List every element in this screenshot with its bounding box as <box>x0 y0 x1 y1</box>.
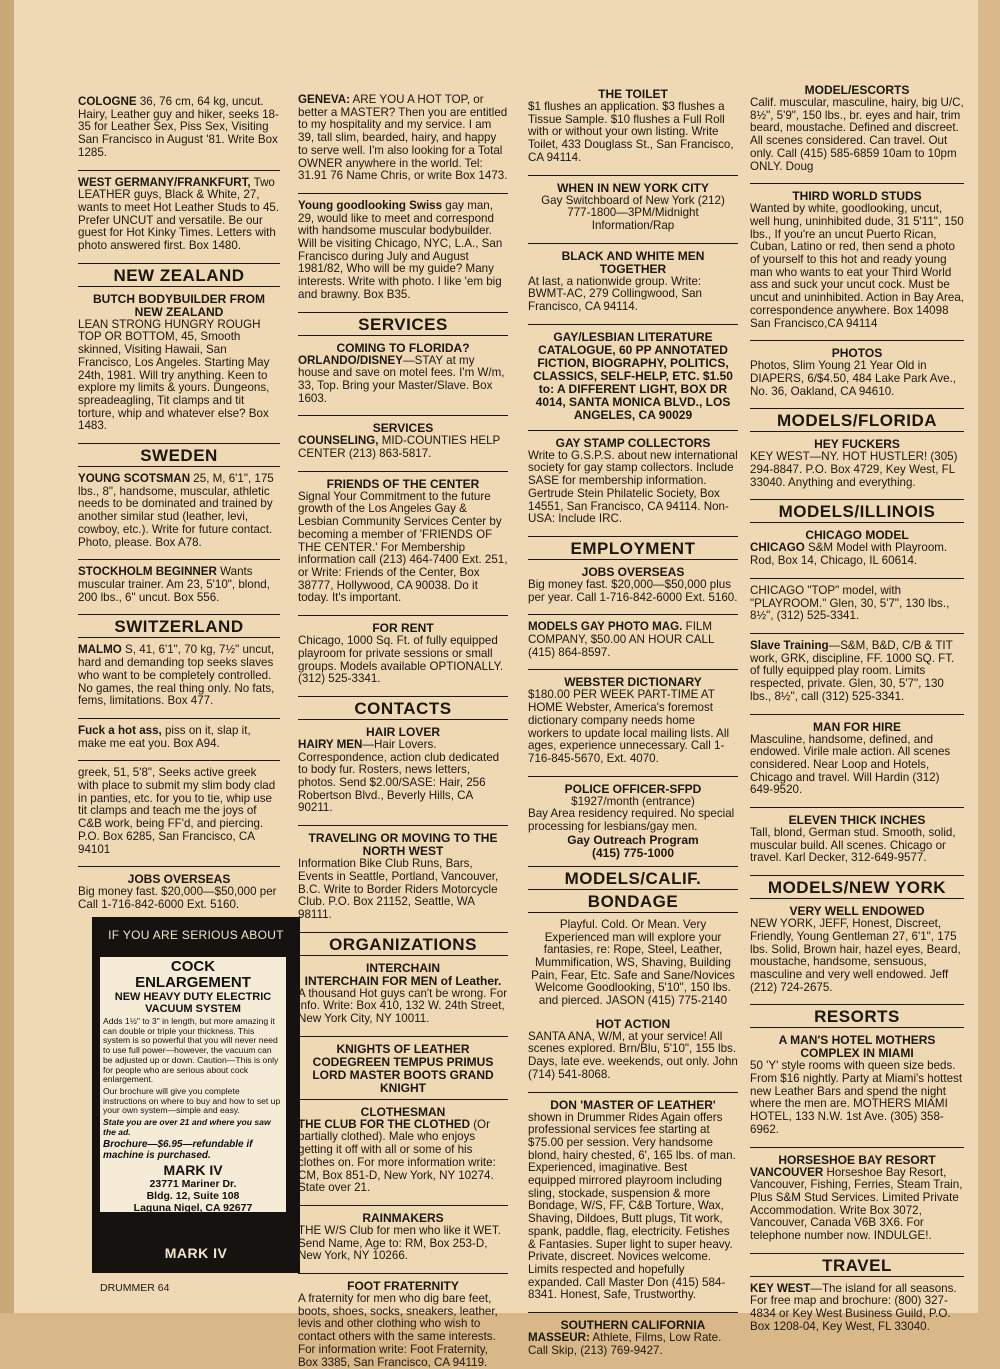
ad-greek: greek, 51, 5'8", Seeks active greek with place to submit my slim body clad in panties, etc. for you to tie, whip use tit clamps and teach me the joys of C&B work, being FF'd, and piercing. P.O. Box 6285, San Francisco, CA 94101 <box>78 766 276 856</box>
ad-title: THIRD WORLD STUDS <box>792 189 922 204</box>
section-services: SERVICES <box>298 312 508 336</box>
ad-police-program: Gay Outreach Program <box>567 832 699 847</box>
ad-master-don: shown in Drummer Rides Again offers professional services fee starting at $75.00 per session. Very handsome blond, hairy chested, 6', 165 lbs. of man. Experienced, imaginative. Best equipped mirrored playroom including sling, stockade, suspension & more Bondage, W/S, FF, C&B Torture, Wax, Shaving, Dildoes, Butt plugs, Tit work, spank, paddle, flag, electricity. Fetishes & Fantasies. Super light to super heavy. Private, discreet. Novices welcome. Limits respected and hopefully expanded. Call Master Don (415) 584-8341. Honest, Safe, Trustworthy. <box>528 1110 736 1302</box>
section-travel: TRAVEL <box>750 1253 964 1277</box>
ad-title: HOT ACTION <box>595 1016 671 1031</box>
ad-title: HAIR LOVER <box>365 724 440 739</box>
ad-title: CLOTHESMAN <box>360 1104 446 1119</box>
ad-title: VERY WELL ENDOWED <box>789 904 925 919</box>
ad-headline: ENLARGEMENT <box>135 974 251 991</box>
section-models-new-york: MODELS/NEW YORK <box>750 875 964 899</box>
ad-hairy-men: HAIRY MEN—Hair Lovers. Correspondence, action club dedicated to body fur. Rosters, news letters, photos. Send $2.00/SASE: Hair, 256 Robertson Blvd., Beverly Hills, CA 90211. <box>298 737 500 815</box>
ad-title: BUTCH BODYBUILDER FROM NEW ZEALAND <box>93 291 265 319</box>
ad-clothesman: THE CLUB FOR THE CLOTHED (Or partially clothed). Male who enjoys getting it off with all or some of his clothes on. For more information write: CM, Box 851-D, New York, NY 10274. State over 21. <box>298 1117 496 1195</box>
section-organizations: ORGANIZATIONS <box>298 932 508 956</box>
ad-text: Our brochure will give you complete instructions on where to buy and how to set up your own system—simple and easy. <box>103 1085 281 1116</box>
ad-key-west-hustler: KEY WEST—NY. HOT HUSTLER! (305) 294-8847. P.O. Box 4729, Key West, FL 33040. Anything and everything. <box>750 450 958 489</box>
ad-title: TRAVELING OR MOVING TO THE NORTH WEST <box>308 831 498 859</box>
ad-title: RAINMAKERS <box>362 1210 444 1225</box>
ad-masseur: MASSEUR: Athlete, Films, Low Rate. Call Skip, (213) 769-9427. <box>528 1331 722 1357</box>
section-models-calif: MODELS/CALIF. <box>528 866 738 890</box>
ad-webster: $180.00 PER WEEK PART-TIME AT HOME Webster, America's foremost dictionary company needs home workers to update local mailing lists. All ages, experience unnecessary. Call 1-716-845-5670, Ext. 4070. <box>528 688 730 765</box>
ad-cologne: COLOGNE 36, 76 cm, 64 kg, uncut. Hairy, Leather guy and hiker, seeks 18-35 for Leather Sex, Piss Sex, Visiting San Francisco in August '81. Write Box 1285. <box>78 95 279 159</box>
ad-title: HORSESHOE BAY RESORT <box>778 1152 936 1167</box>
ad-police: Bay Area residency required. No special processing for lesbians/gay men. <box>528 807 735 834</box>
ad-jobs-overseas: Big money fast. $20,000—$50,000 plus per year. Call 1-716-842-6000 Ext. 5160. <box>528 577 738 604</box>
column-1 <box>78 96 280 916</box>
ad-literature: GAY/LESBIAN LITERATURE CATALOGUE, 60 PP ANNOTATED FICTION, BIOGRAPHY, POLITICS, CLASSICS, SELF-HELP, ETC. $1.50 to: A DIFFERENT LIGHT, BOX DR 4014, SANTA MONICA BLVD., LOS ANGELES, CA 90029 <box>533 329 733 422</box>
ad-bwmt: At last, a nationwide group. Write: BWMT-AC, 279 Collingwood, San Francisco, CA 94114. <box>528 274 702 314</box>
ad-text: Brochure—$6.95—refundable if machine is purchased. <box>103 1139 253 1162</box>
ad-body <box>100 957 286 1215</box>
ad-chicago-top: CHICAGO "TOP" model, with "PLAYROOM." Glen, 30, 5'7", 130 lbs., 8½", (312) 525-3341. <box>750 583 950 623</box>
ad-malmo: MALMO S, 41, 6'1", 70 kg, 7½" uncut, hard and demanding top seeks slaves who want to be completely controlled. No games, the real thing only. No fats, fems, limitations. Box 477. <box>78 643 275 708</box>
ad-third-world: Wanted by white, goodlooking, uncut, well hung, uninhibited dude, 31 5'11", 150 lbs., If you're an uncut Puerto Rican, Cuban, Latino or red, then send a photo of yourself to this hot and ready young man who wants to eat your Third World ass and suck your uncut cock. Must be uncut and uninhibited. Action in Bay Area, correspondence anywhere. Box 14098 San Francisco,CA 94114 <box>750 202 964 330</box>
ad-friends-center: Signal Your Commitment to the future growth of the Los Angeles Gay & Lesbian Community Services Center by becoming a member of 'FRIENDS OF THE CENTER.' For Membership information call (213) 464-7400 Ext. 251, or Write: Friends of the Center, Box 38777, Hollywood, CA 90038. Do it today. It's important. <box>298 489 508 605</box>
ad-title: JOBS OVERSEAS <box>581 564 685 579</box>
ad-toilet: $1 flushes an application. $3 flushes a Tissue Sample. $10 flushes a Full Roll with or without your own listing. Write Toilet, 433 Douglass St., San Francisco, CA 94114. <box>528 100 734 164</box>
section-switzerland: SWITZERLAND <box>78 614 280 638</box>
ad-title: WEBSTER DICTIONARY <box>564 675 702 690</box>
ad-counseling: COUNSELING, MID-COUNTIES HELP CENTER (213) 863-5817. <box>298 434 501 461</box>
ad-well-endowed: NEW YORK, JEFF, Honest, Discreet, Friendly, Young Gentleman 27, 6'1", 175 lbs. Solid, Brown hair, hazel eyes, Beard, moustache, handsome, sensuous, masculine and very well endowed. Jeff (212) 724-2675. <box>750 917 961 994</box>
section-resorts: RESORTS <box>750 1004 964 1028</box>
ad-address: 23771 Mariner Dr. <box>149 1178 237 1191</box>
ad-address: Laguna Nigel, CA 92677 <box>133 1202 253 1215</box>
ad-orlando: ORLANDO/DISNEY—STAY at my house and save on motel fees. I'm W/m, 33, Top. Bring your Master/Slave. Box 1603. <box>298 353 505 405</box>
ad-title: GAY STAMP COLLECTORS <box>555 435 711 450</box>
section-models-florida: MODELS/FLORIDA <box>750 408 964 432</box>
mark-iv-advertisement <box>92 917 300 1273</box>
ad-geneva: GENEVA: ARE YOU A HOT TOP, or better a MASTER? Then you are entitled to my hospitality and my service. I am 39, tall slim, bearded, hairy, and happy to serve well. I'm also looking for a Total OWNER anywhere in the world. Tel: 31.91 76 Name Chris, or write Box 1473. <box>298 93 508 183</box>
ad-title: JOBS OVERSEAS <box>127 872 231 887</box>
ad-interchain: A thousand Hot guys can't be wrong. For info. Write: Box 410, 132 W. 24th Street, New York City, NY 10011. <box>298 986 508 1026</box>
ad-title: COMING TO FLORIDA? <box>336 340 470 355</box>
ad-title: THE TOILET <box>598 87 668 101</box>
ad-title: MAN FOR HIRE <box>813 719 901 734</box>
ad-subtitle: INTERCHAIN FOR MEN of Leather. <box>304 973 502 988</box>
ad-title: MODEL/ESCORTS <box>804 83 910 97</box>
ad-knights: KNIGHTS OF LEATHER CODEGREEN TEMPUS PRIMUS LORD MASTER BOOTS GRAND KNIGHT <box>312 1041 494 1095</box>
ad-title: SOUTHERN CALIFORNIA <box>560 1318 706 1333</box>
section-sweden: SWEDEN <box>78 443 280 467</box>
ad-title: PHOTOS <box>831 346 883 361</box>
ad-company: MARK IV <box>163 1162 223 1179</box>
ad-title: WHEN IN NEW YORK CITY <box>557 180 709 195</box>
ad-north-west: Information Bike Club Runs, Bars, Events in Seattle, Portland, Vancouver, B.C. Write to Border Riders Motorcycle Club. P.O. Box 21152, Seattle, WA 98111. <box>298 857 499 921</box>
ad-title: FOOT FRATERNITY <box>347 1279 459 1294</box>
ad-title: FOR RENT <box>372 621 434 636</box>
ad-title: HEY FUCKERS <box>814 437 900 452</box>
ad-hot-action: SANTA ANA, W/M, at your service! All scenes explored. Brn/Blu, 5'10", 155 lbs. Days, late eve. weekends, out only. John (714) 541-8068. <box>528 1029 738 1081</box>
ad-header: IF YOU ARE SERIOUS ABOUT <box>108 928 284 942</box>
ad-address: Bldg. 12, Suite 108 <box>146 1190 240 1203</box>
section-models-illinois: MODELS/ILLINOIS <box>750 499 964 523</box>
ad-title: FRIENDS OF THE CENTER <box>326 476 480 491</box>
ad-man-for-hire: Masculine, handsome, defined, and endowed. Virile male action. All scenes considered. Near Loop and Hotels, Chicago and travel. Will Hardin (312) 649-9520. <box>750 732 951 797</box>
column-3 <box>528 87 738 1357</box>
section-new-zealand: NEW ZEALAND <box>78 263 280 287</box>
ad-stamp-collectors: Write to G.S.P.S. about new international society for gay stamp collectors. Include SASE for membership information. Gertrude Stein Philatelic Society, Box 14551, San Francisco, CA 94114. Non-USA: Include IRC. <box>528 448 738 526</box>
ad-title: CHICAGO MODEL <box>805 528 909 543</box>
ad-slave-training: Slave Training—S&M, B&D, C/B & TIT work, GRK, discipline, FF. 1000 SQ. FT. of fully equipped play room. Limits respected, private. Glen, 30, 5'7", 130 lbs., 8½", call (312) 525-3341. <box>750 638 955 703</box>
ad-photos: Photos, Slim Young 21 Year Old in DIAPERS, 6/$4.50, 484 Lake Park Ave., No. 36, Oakland, CA 94610. <box>750 359 957 398</box>
ad-young-scotsman: YOUNG SCOTSMAN 25, M, 6'1", 175 lbs., 8", handsome, muscular, athletic needs to be dominated and trained by another similar stud (leather, levi, cowboy, etc.). Write for future contact. Photo, please. Box A78. <box>78 472 274 549</box>
ad-text: State you are over 21 and where you saw the ad. <box>103 1117 271 1137</box>
page-folio: DRUMMER 64 <box>100 1282 170 1294</box>
ad-jobs-overseas: Big money fast. $20,000—$50,000 per Call 1-716-842-6000 Ext. 5160. <box>78 885 277 911</box>
ad-switchboard: Gay Switchboard of New York (212) 777-1800—3PM/Midnight Information/Rap <box>541 193 725 232</box>
ad-horseshoe-bay: VANCOUVER Horseshoe Bay Resort, Vancouver, Fishing, Ferries, Steam Train, Plus S&M Stud Services. Limited Private Accommodation. Write Box 3072, Vancouver, Canada V6B 3X6. For telephone number now. INDULGE!. <box>750 1165 963 1243</box>
ad-title: A MAN'S HOTEL MOTHERS COMPLEX IN MIAMI <box>778 1033 936 1061</box>
ad-title: ELEVEN THICK INCHES <box>788 813 926 828</box>
ad-title: BLACK AND WHITE MEN TOGETHER <box>561 248 705 276</box>
ad-key-west: KEY WEST—The island for all seasons. For free map and brochure: (800) 327-4834 or Key West Business Guild, P.O. Box 1208-04, Key West, FL 33040. <box>750 1281 957 1333</box>
section-employment: EMPLOYMENT <box>528 536 738 560</box>
section-bondage: BONDAGE <box>528 890 738 913</box>
ad-footer: MARK IV <box>164 1245 228 1261</box>
ad-west-germany: WEST GERMANY/FRANKFURT, Two LEATHER guys, Black & White, 27, wants to meet Hot Leather Studs to 45. Prefer UNCUT and versatile. Be our guest for Hot Kinky Times. Letters with photo answered first. Box 1480. <box>78 175 280 253</box>
ad-title: POLICE OFFICER-SFPD <box>564 781 702 796</box>
ad-title: SERVICES <box>372 421 434 436</box>
ad-subheadline: NEW HEAVY DUTY ELECTRIC VACUUM SYSTEM <box>114 991 272 1015</box>
ad-chicago-model: CHICAGO S&M Model with Playroom. Rod, Box 14, Chicago, IL 60614. <box>750 541 948 568</box>
ad-foot-fraternity: A fraternity for men who dig bare feet, boots, shoes, socks, sneakers, leather, levis and other clothing who wish to contact others with the same interests. For information write: Foot Fraternity, Box 3385, San Francisco, CA 94119. <box>298 1292 498 1369</box>
column-2 <box>298 93 508 1369</box>
column-4 <box>750 83 964 1333</box>
ad-butch-bodybuilder: LEAN STRONG HUNGRY ROUGH TOP OR BOTTOM, 45, Smooth skinned, Visiting Hawaii, San Francisco, Los Angeles. Starting May 24th, 1981. Will try anything. Keen to explore my limits & yours. Dungeons, spreadeagling, Tit clamps and tit torture, whip and whatever else? Box 1483. <box>78 317 270 433</box>
ad-police-phone: (415) 775-1000 <box>591 845 675 860</box>
ad-for-rent: Chicago, 1000 Sq. Ft. of fully equipped playroom for private sessions or small groups. Models available OPTIONALLY. (312) 525-3341. <box>298 634 504 686</box>
ad-bondage: Playful. Cold. Or Mean. Very Experienced man will explore your fantasies, re: Rope, Steel, Leather, Mummification, WS, Shaving, Building Pain, Fear, Etc. Safe and Sane/Novices Welcome Goodlooking, 5'10", 150 lbs. and pierced. JASON (415) 775-2140 <box>531 917 735 1008</box>
ad-models-photo: MODELS GAY PHOTO MAG. FILM COMPANY, $50.00 AN HOUR CALL (415) 864-8597. <box>528 620 715 659</box>
ad-swiss: Young goodlooking Swiss gay man, 29, would like to meet and correspond with handsome muscular bodybuilder. Will be visiting Chicago, NYC, L.A., San Francisco during July and August 1981/82, Who will be my guide? Many interests. Write with photo. I like 'em big and brawny. Box B35. <box>298 198 503 301</box>
ad-headline: COCK <box>170 958 216 975</box>
ad-mothers-hotel: 50 'Y' style rooms with queen size beds. From $16 nightly. Party at Miami's hottest new Leather Bars and spend the night where the men are. MOTHERS MIAMI HOTEL, 133 N.W. 1st Ave. (305) 358-6962. <box>750 1059 963 1136</box>
ad-stockholm: STOCKHOLM BEGINNER Wants muscular trainer. Am 23, 5'10", blond, 200 lbs., 6" uncut. Box 556. <box>78 565 270 604</box>
ad-rainmakers: THE W/S Club for men who like it WET. Send Name, Age to: RM, Box 253-D, New York, NY 10266. <box>298 1223 501 1263</box>
ad-eleven-inches: Tall, blond, German stud. Smooth, solid, muscular build. All scenes. Chicago or travel. Karl Decker, 312-649-9577. <box>750 826 956 865</box>
ad-text: Adds 1½" to 3" in length, but more amazing it can double or triple your thickness. This system is so powerful that you will never need to use full power—however, the vacuum can be adjusted up or down. Caution—This is only for people who are serious about cock enlargement. <box>103 1016 279 1085</box>
ad-police-salary: $1927/month (entrance) <box>571 794 695 808</box>
ad-title: INTERCHAIN <box>366 960 440 975</box>
ad-fuck: Fuck a hot ass, piss on it, slap it, make me eat you. Box A94. <box>78 723 251 750</box>
ad-model-escorts: Calif. muscular, masculine, hairy, big U/C, 8½", 5'9", 150 lbs., br. eyes and hair, trim beard, moustache. Defined and discreet. All scenes considered. Can travel. Out only. Call (415) 585-6859 10am to 10pm ONLY. Doug <box>750 96 964 173</box>
ad-title: DON 'MASTER OF LEATHER' <box>550 1097 716 1112</box>
section-contacts: CONTACTS <box>298 696 508 720</box>
